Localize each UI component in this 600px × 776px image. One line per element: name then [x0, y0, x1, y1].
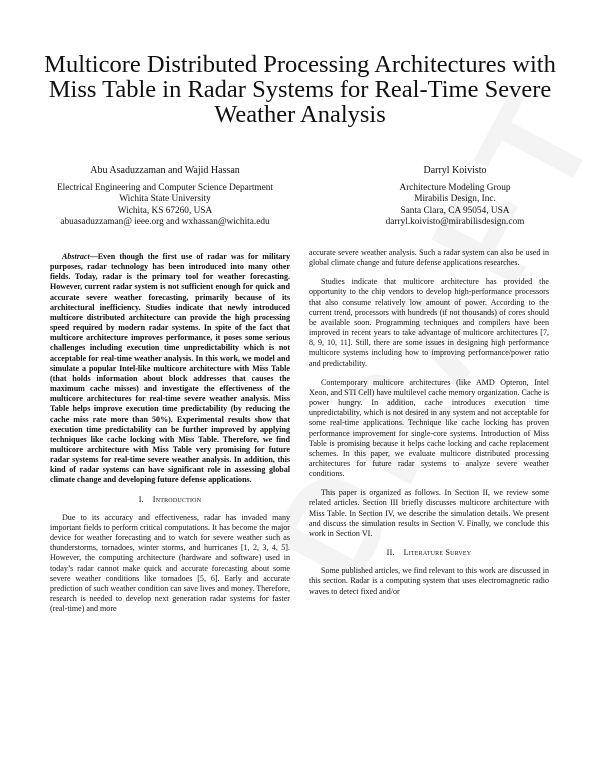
right-column	[309, 248, 549, 597]
body-paragraph: Studies indicate that multicore architecture has provided the opportunity to the chip vendors to develop high-performance processors that also consume relatively low amount of power. According to the current trend, processors with hundreds (if not thousands) of cores should be available soon. Programming techniques and compilers have been improved in recent years to take advantage of multicore architectures [7, 8, 9, 10, 11]. Still, there are some issues in designing high performance multicore systems including how to improving performance/power ratio and predictability.	[309, 277, 549, 368]
survey-paragraph: Some published articles, we find relevant to this work are discussed in this section. Radar is a computing system that uses electromagnetic radio waves to detect fixed and/or	[309, 566, 549, 596]
author-affiliation-2	[330, 165, 580, 228]
body-paragraph-continued: accurate severe weather analysis. Such a radar system can also be used in global climate change and future defense applications researches.	[309, 248, 549, 268]
abstract-label: Abstract	[62, 252, 90, 261]
section-heading-introduction	[50, 495, 290, 505]
intro-paragraph: Due to its accuracy and effectiveness, radar has invaded many important fields to perform critical computations. It has become the major device for weather forecasting and to watch for severe weather such as thunderstorms, tornadoes, winter storms, and hurricanes [1, 2, 3, 4, 5]. However, the computing architecture (hardware and software) used in today’s radar cannot make quick and accurate forecasting about some severe weather conditions like tornadoes [5, 6]. Early and accurate prediction of such weather condition can save lives and money. Therefore, research is needed to develop next generation radar systems for faster (real-time) and more	[50, 512, 290, 614]
author-names: Darryl Koivisto	[423, 165, 487, 176]
author-emails: abuasaduzzaman@ ieee.org and wxhassan@wichita.edu	[60, 216, 270, 227]
paper-title: Multicore Distributed Processing Architectures with Miss Table in Radar Systems for Real-Time Severe Weather Analysis	[44, 51, 556, 128]
author-department: Electrical Engineering and Computer Science Department	[56, 183, 274, 194]
author-block	[0, 165, 600, 235]
section-title: Literature Survey	[403, 548, 472, 558]
author-email: darryl.koivisto@mirabilisdesign.com	[385, 216, 525, 227]
author-address: Santa Clara, CA 95054, USA	[400, 205, 510, 216]
left-column	[50, 252, 290, 614]
section-title: Introduction	[152, 494, 202, 504]
author-affiliation-1	[40, 165, 290, 228]
abstract-text: —Even though the first use of radar was for military purposes, radar technology has been introduced into many other fields. Today, radar is the primary tool for weather forecasting. However, current radar system is not sufficient enough for quick and accurate severe weather forecasting, primarily because of its architectural inefficiency. Studies indicate that newly introduced multicore distributed architecture can provide the high processing speed required by modern radar systems. In spite of the fact that multicore architecture improves performance, it poses some serious challenges including execution time unpredictability which is not acceptable for real-time weather analysis. In this work, we model and simulate a popular Intel-like multicore architecture with Miss Table (that holds information about block addresses that causes the maximum cache misses) and investigate the effectiveness of the multicore architectures for real-time severe weather analysis. Miss Table helps improve execution time predictability (by reducing the cache miss rate more than 50%). Experimental results show that execution time predictability can be further improved by applying techniques like cache locking with Miss Table. Therefore, we find multicore architecture with Miss Table very promising for future radar systems for real-time severe weather analysis. In addition, this kind of radar systems can have significant role in assessing global climate change and developing future defense applications.	[50, 252, 290, 485]
section-number: I.	[138, 494, 144, 504]
author-address: Wichita, KS 67260, USA	[117, 205, 213, 216]
author-company: Mirabilis Design, Inc.	[414, 194, 496, 205]
author-university: Wichita State University	[119, 194, 211, 205]
abstract	[50, 252, 290, 486]
author-group: Architecture Modeling Group	[399, 183, 511, 194]
author-names: Abu Asaduzzaman and Wajid Hassan	[90, 165, 240, 176]
body-paragraph: This paper is organized as follows. In Section II, we review some related articles. Section III briefly discusses multicore architecture with Miss Table. In Section IV, we describe the simulation details. We present and discuss the simulation results in Section V. Finally, we conclude this work in Section VI.	[309, 488, 549, 538]
section-heading-literature-survey	[309, 548, 549, 558]
body-paragraph: Contemporary multicore architectures (like AMD Opteron, Intel Xeon, and STI Cell) have multilevel cache memory organization. Cache is power hungry. In addition, cache introduces execution time unpredictability, which is not desired in any system and not acceptable for some real-time applications. Technique like cache locking has proven performance improvement for single-core systems. Introduction of Miss Table is promising because it helps cache locking and cache replacement schemes. In this paper, we evaluate multicore distributed processing architectures for future radar systems to analyze severe weather conditions.	[309, 377, 549, 479]
section-number: II.	[386, 548, 395, 558]
